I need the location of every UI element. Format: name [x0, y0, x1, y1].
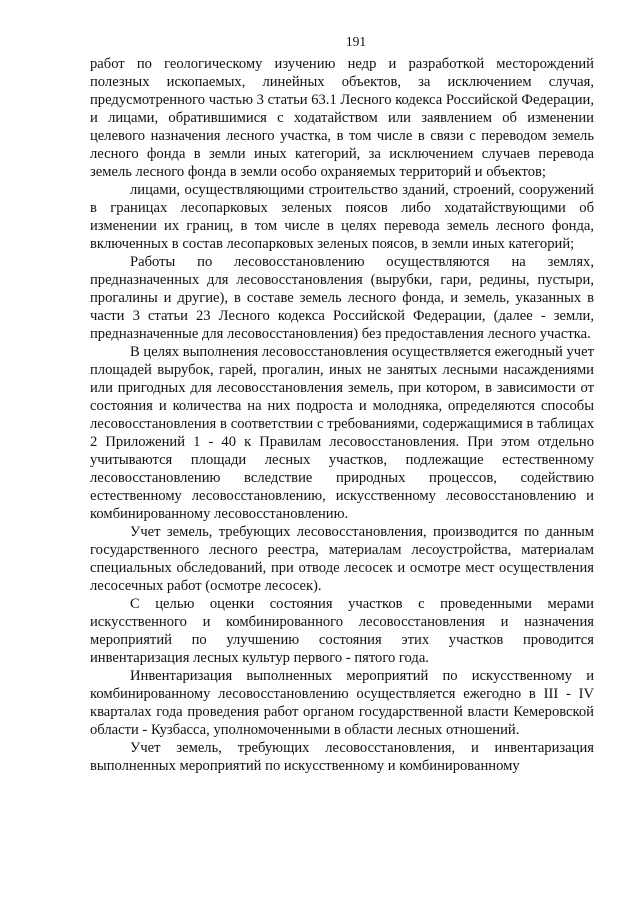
paragraph-reforestation-lands: Работы по лесовосстановлению осуществляются на землях, предназначенных для лесовосстановления (вырубки, гари, редины, пустыри, прогалины и другие), в составе земель лесного фонда, и земель, указанных в части 3 статьи 23 Лесного кодекса Российской Федерации, (далее - земли, предназначенные для лесовосстановления) без предоставления лесного участка. — [90, 254, 594, 342]
paragraph-land-accounting-sources: Учет земель, требующих лесовосстановления, производится по данным государственного лесного реестра, материалам лесоустройства, материалам специальных обследований, при отводе лесосек и осмотре мест осуществления лесосечных работ (осмотре лесосек). — [90, 524, 594, 594]
paragraph-annual-accounting: В целях выполнения лесовосстановления осуществляется ежегодный учет площадей вырубок, гарей, прогалин, иных не занятых лесными насаждениями или пригодных для лесовосстановления земель, при котором, в зависимости от состояния и количества на них подроста и молодняка, определяются способы лесовосстановления в соответствии с требованиями, содержащимися в таблицах 2 Приложений 1 - 40 к Правилам лесовосстановления. При этом отдельно учитываются площади лесных участков, подлежащие естественному лесовосстановлению вследствие природных процессов, содействию естественному лесовосстановлению, искусственному лесовосстановлению и комбинированному лесовосстановлению. — [90, 344, 594, 522]
page-number: 191 — [345, 34, 367, 49]
paragraph-continuation: работ по геологическому изучению недр и разработкой месторождений полезных ископаемых, линейных объектов, за исключением случая, предусмотренного частью 3 статьи 63.1 Лесного кодекса Российской Федерации, и лицами, обратившимися с ходатайством или заявлением об изменении целевого назначения лесного участка, в том числе в связи с переводом земель лесного фонда в земли иных категорий, за исключением случаев перевода земель лесного фонда в земли особо охраняемых территорий и объектов; — [90, 56, 594, 180]
paragraph-builders: лицами, осуществляющими строительство зданий, строений, сооружений в границах лесопарковых зеленых поясов либо ходатайствующими об изменении их границ, в том числе в целях перевода земель лесного фонда, включенных в состав лесопарковых зеленых поясов, в земли иных категорий; — [90, 182, 594, 252]
paragraph-state-assessment: С целью оценки состояния участков с проведенными мерами искусственного и комбинированного лесовосстановления и назначения мероприятий по улучшению состояния этих участков проводится инвентаризация лесных культур первого - пятого года. — [90, 596, 594, 666]
paragraph-inventory: Инвентаризация выполненных мероприятий по искусственному и комбинированному лесовосстановлению осуществляется ежегодно в III - IV кварталах года проведения работ органом государственной власти Кемеровской области - Кузбасса, уполномоченными в области лесных отношений. — [90, 668, 594, 738]
paragraph-accounting-inventory-cont: Учет земель, требующих лесовосстановления, и инвентаризация выполненных мероприятий по искусственному и комбинированному — [90, 740, 594, 774]
